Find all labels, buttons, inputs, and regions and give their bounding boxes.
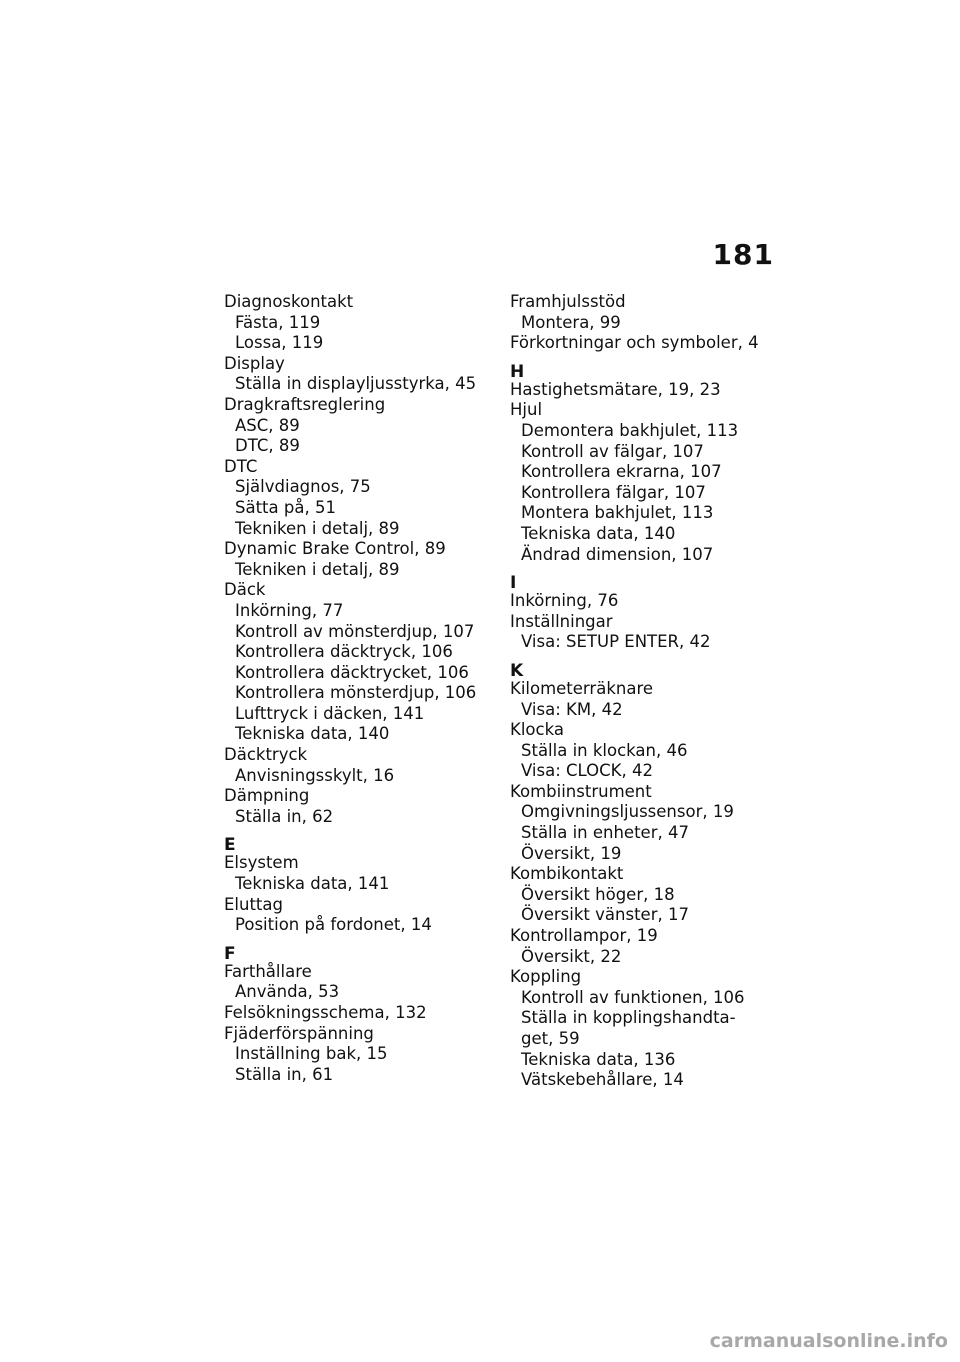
index-subentry: Tekniken i detalj, 89 — [235, 518, 400, 538]
index-entry: DTC — [224, 456, 258, 476]
index-entry: Elsystem — [224, 853, 299, 873]
index-subentry: Ställa in, 61 — [235, 1064, 334, 1084]
index-entry: Hastighetsmätare, 19, 23 — [510, 379, 721, 399]
index-subentry: Visa: KM, 42 — [521, 699, 623, 719]
index-subentry: Tekniska data, 141 — [235, 874, 390, 894]
index-subentry: Översikt höger, 18 — [521, 884, 675, 904]
index-entry: Felsökningsschema, 132 — [224, 1003, 427, 1022]
index-letter-heading: F — [224, 943, 236, 964]
index-subentry: Visa: CLOCK, 42 — [521, 761, 653, 781]
index-entry: Display — [224, 353, 285, 373]
index-subentry: Lufttryck i däcken, 141 — [235, 703, 425, 723]
index-entry: Inkörning, 76 — [510, 591, 619, 611]
index-subentry: Översikt, 19 — [521, 843, 622, 863]
index-subentry: ASC, 89 — [235, 415, 300, 435]
index-column-left — [224, 292, 504, 1085]
index-subentry: Ställa in kopplingshandta- — [521, 1008, 736, 1028]
index-letter-heading: H — [510, 361, 525, 382]
index-subentry: Tekniska data, 140 — [521, 523, 676, 543]
index-subentry: Montera bakhjulet, 113 — [521, 503, 714, 523]
index-subentry: Demontera bakhjulet, 113 — [521, 420, 739, 440]
index-subentry: Översikt vänster, 17 — [521, 905, 689, 925]
index-subentry: Kontrollera fälgar, 107 — [521, 482, 706, 502]
index-entry: Kombiinstrument — [510, 781, 652, 801]
index-entry: Däck — [224, 580, 266, 600]
index-subentry: Ställa in enheter, 47 — [521, 823, 689, 843]
index-letter-heading: I — [510, 573, 517, 594]
index-subentry: Kontrollera ekrarna, 107 — [521, 462, 722, 482]
index-entry: Eluttag — [224, 894, 283, 914]
index-subentry: Tekniska data, 136 — [521, 1049, 676, 1069]
index-subentry: DTC, 89 — [235, 436, 300, 456]
index-subentry: Fästa, 119 — [235, 312, 321, 332]
index-letter-heading: K — [510, 660, 524, 681]
index-subentry: Ändrad dimension, 107 — [521, 544, 714, 564]
index-subentry: Inställning bak, 15 — [235, 1044, 388, 1064]
index-subentry: Vätskebehållare, 14 — [521, 1070, 684, 1090]
watermark: carmanualsonline.info — [709, 1330, 948, 1352]
index-letter-heading: E — [224, 835, 236, 856]
index-subentry: get, 59 — [521, 1029, 580, 1048]
index-subentry: Kontrollera däcktryck, 106 — [235, 642, 453, 662]
index-entry: Dynamic Brake Control, 89 — [224, 539, 446, 559]
index-subentry: Kontrollera mönsterdjup, 106 — [235, 683, 477, 703]
index-entry: Koppling — [510, 967, 582, 987]
index-entry: Dragkraftsreglering — [224, 394, 386, 414]
index-entry: Fjäderförspänning — [224, 1023, 374, 1043]
index-entry: Förkortningar och symboler, 4 — [510, 333, 759, 353]
index-entry: Däcktryck — [224, 745, 308, 765]
index-subentry: Visa: SETUP ENTER, 42 — [521, 632, 711, 652]
index-subentry: Ställa in, 62 — [235, 806, 334, 826]
index-subentry: Sätta på, 51 — [235, 497, 336, 517]
index-entry: Kombikontakt — [510, 864, 624, 884]
index-entry: Diagnoskontakt — [224, 292, 354, 311]
index-entry: Kontrollampor, 19 — [510, 926, 658, 946]
index-subentry: Kontrollera däcktrycket, 106 — [235, 662, 469, 682]
index-entry: Klocka — [510, 720, 564, 740]
index-subentry: Lossa, 119 — [235, 333, 324, 353]
index-entry: Inställningar — [510, 611, 613, 631]
index-column-right — [510, 292, 790, 1091]
index-subentry: Inkörning, 77 — [235, 600, 344, 620]
index-entry: Hjul — [510, 400, 543, 420]
index-subentry: Tekniska data, 140 — [235, 724, 390, 744]
index-subentry: Omgivningsljussensor, 19 — [521, 802, 734, 822]
index-subentry: Kontroll av mönsterdjup, 107 — [235, 621, 475, 641]
index-entry: Framhjulsstöd — [510, 292, 626, 311]
page-number: 181 — [712, 238, 774, 271]
index-subentry: Självdiagnos, 75 — [235, 477, 371, 497]
index-subentry: Anvisningsskylt, 16 — [235, 765, 395, 785]
index-entry: Farthållare — [224, 961, 312, 981]
index-subentry: Ställa in displayljusstyrka, 45 — [235, 374, 477, 394]
index-subentry: Kontroll av funktionen, 106 — [521, 987, 745, 1007]
index-subentry: Position på fordonet, 14 — [235, 915, 432, 935]
index-subentry: Använda, 53 — [235, 982, 340, 1002]
index-subentry: Ställa in klockan, 46 — [521, 740, 688, 760]
index-entry: Kilometerräknare — [510, 678, 654, 698]
index-subentry: Montera, 99 — [521, 312, 621, 332]
index-entry: Dämpning — [224, 786, 310, 806]
index-subentry: Kontroll av fälgar, 107 — [521, 441, 704, 461]
index-subentry: Översikt, 22 — [521, 946, 622, 966]
index-subentry: Tekniken i detalj, 89 — [235, 559, 400, 579]
